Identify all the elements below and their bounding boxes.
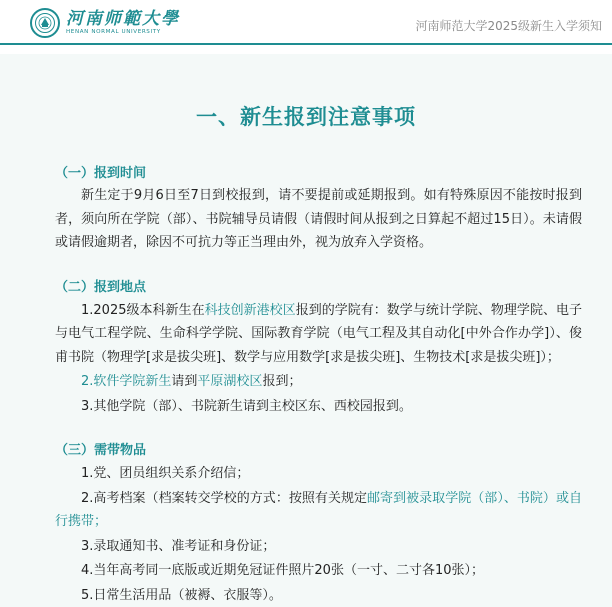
campus-highlight-innovation: 科技创新港校区: [204, 302, 296, 318]
location-item-2-rest: 报到；: [262, 374, 302, 389]
header-divider: [0, 43, 612, 45]
items-item-2: [55, 487, 582, 534]
section-body-time: 新生定于9月6日至7日到校报到，请不要提前或延期报到。如有特殊原因不能按时报到者，须向所在学院（部）、书院辅导员请假（请假时间从报到之日算起不超过15日）。未请假或请假逾期者，除因不可抗力等正当理由外，视为放弃入学资格。: [55, 188, 582, 250]
section-heading-time: （一）报到时间: [55, 166, 147, 181]
university-seal-icon: [30, 8, 60, 38]
header-title: 河南师范大学2025级新生入学须知: [415, 19, 602, 33]
location-item-1-rest: 报到的学院有：数学与统计学院、物理学院、电子与电气工程学院、生命科学学院、国际教育学院（电气工程及其自动化[中外合作办学]）、俊甫书院（物理学[求是拔尖班]、数学与应用数学[求是拔尖班]、生物技术[求是拔尖班]）；: [55, 302, 582, 365]
notice-content: [0, 164, 612, 607]
page-title: 一、新生报到注意事项: [196, 105, 416, 129]
location-item-2-mid: 请到: [171, 374, 198, 389]
university-logo[interactable]: [30, 8, 180, 38]
location-item-3: 3.其他学院（部）、书院新生请到主校区东、西校园报到。: [81, 398, 412, 414]
section-heading-items: （三）需带物品: [55, 443, 147, 458]
mail-archive-highlight: 邮寄到被录取学院（部）、书院）或自行携带；: [55, 490, 582, 529]
items-item-3: 3.录取通知书、准考证和身份证；: [81, 538, 276, 554]
campus-highlight-pingyuanhu: 平原湖校区: [197, 374, 263, 389]
items-item-1: 1.党、团员组织关系介绍信；: [81, 466, 250, 481]
software-college-highlight: 2.软件学院新生: [81, 374, 172, 389]
site-header: [0, 0, 612, 54]
logo-chinese-name: 河南师範大學: [66, 9, 180, 29]
items-item-2-text: 2.高考档案（档案转交学校的方式：按照有关规定: [81, 490, 368, 506]
items-item-4: 4.当年高考同一底版或近期免冠证件照片20张（一寸、二寸各10张）；: [81, 563, 484, 578]
section-heading-location: （二）报到地点: [55, 279, 147, 295]
location-item-2: [55, 370, 582, 394]
logo-english-name: HENAN NORMAL UNIVERSITY: [66, 29, 161, 35]
items-item-5: 5.日常生活用品（被褥、衣服等）。: [81, 587, 282, 603]
location-item-1-text: 1.2025级本科新生在: [81, 302, 205, 318]
location-item-1: [55, 299, 582, 370]
